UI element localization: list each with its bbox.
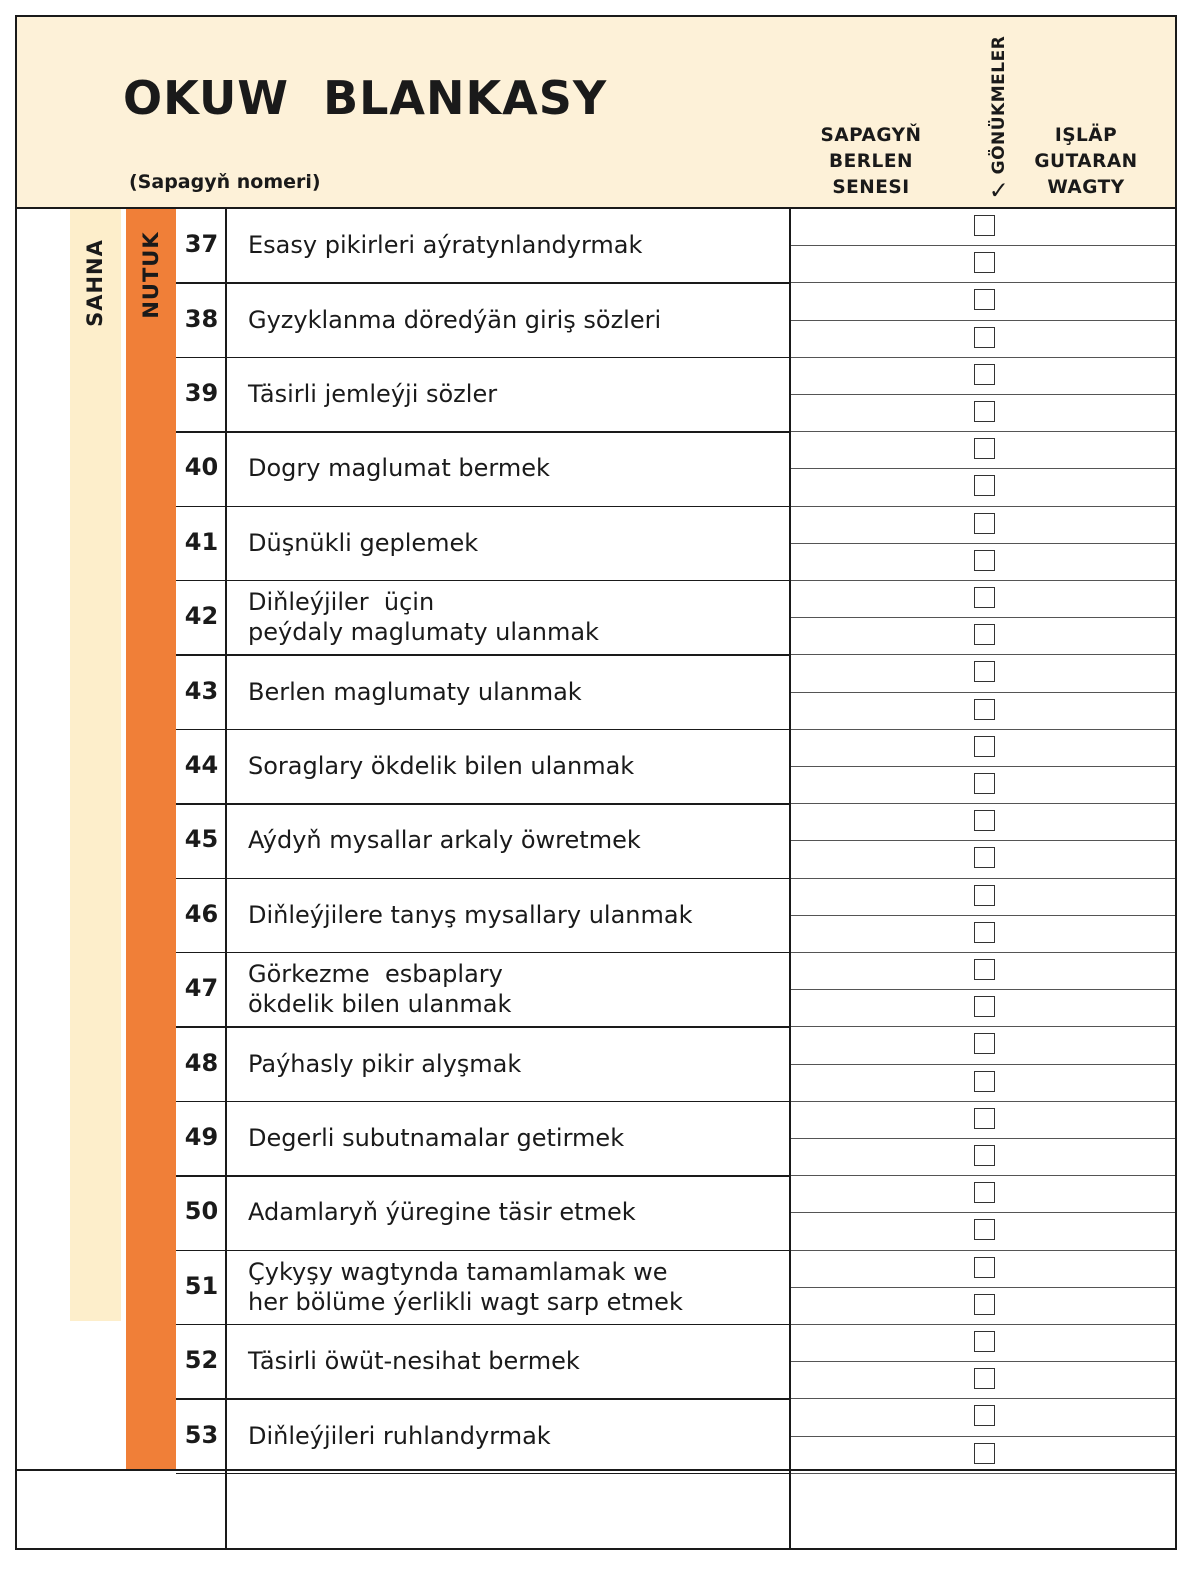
assignment-checkbox[interactable] [974, 1071, 995, 1092]
assignment-checkbox[interactable] [974, 661, 995, 682]
lesson-number: 43 [184, 676, 219, 705]
assignment-line [791, 1064, 1175, 1065]
lesson-number: 53 [184, 1420, 219, 1449]
lesson-number: 38 [184, 304, 219, 333]
lesson-title-line: ökdelik bilen ulanmak [248, 990, 512, 1019]
assignment-checkbox[interactable] [974, 773, 995, 794]
lesson-title-line: Dogry maglumat bermek [248, 454, 550, 483]
assignment-line [791, 543, 1175, 544]
table-row [17, 507, 1175, 581]
lesson-title-line: Paýhasly pikir alyşmak [248, 1049, 522, 1078]
assignment-checkbox[interactable] [974, 1219, 995, 1240]
assignment-checkbox[interactable] [974, 847, 995, 868]
lesson-title [248, 305, 661, 335]
lesson-number: 40 [184, 453, 219, 482]
assignment-checkbox[interactable] [974, 699, 995, 720]
lesson-title-line: her bölüme ýerlikli wagt sarp etmek [248, 1287, 683, 1316]
form-header [17, 17, 1175, 209]
assignment-line [791, 915, 1175, 916]
row-divider [176, 1473, 791, 1475]
table-row [17, 655, 1175, 729]
table-row [17, 953, 1175, 1027]
table-row [17, 1176, 1175, 1250]
lesson-title [248, 379, 497, 409]
assignment-checkbox[interactable] [974, 475, 995, 496]
lesson-title-line: Diňleýjiler üçin [248, 588, 435, 617]
lesson-number: 49 [184, 1122, 219, 1151]
assignment-checkbox[interactable] [974, 1182, 995, 1203]
assignment-line [791, 840, 1175, 841]
lesson-title-line: Aýdyň mysallar arkaly öwretmek [248, 826, 641, 855]
column-divider [789, 207, 791, 1548]
lesson-title [248, 587, 599, 647]
assignment-line [791, 394, 1175, 395]
lesson-title-line: Berlen maglumaty ulanmak [248, 677, 582, 706]
assignment-line [791, 320, 1175, 321]
assignment-line [791, 1436, 1175, 1437]
column-header-line: SENESI [832, 177, 910, 198]
lesson-number: 44 [184, 750, 219, 779]
assignment-checkbox[interactable] [974, 252, 995, 273]
lesson-title [248, 1257, 683, 1317]
assignment-checkbox[interactable] [974, 1368, 995, 1389]
assignment-checkbox[interactable] [974, 1443, 995, 1464]
table-row [17, 1325, 1175, 1399]
assignment-checkbox[interactable] [974, 922, 995, 943]
form-title: OKUW BLANKASY [123, 71, 608, 125]
lesson-title [248, 230, 642, 260]
table-row [17, 581, 1175, 655]
lesson-title-line: Düşnükli geplemek [248, 528, 479, 557]
stage-label: SAHNA [83, 239, 107, 327]
table-bottom-rule [17, 1469, 1175, 1471]
assignment-checkbox[interactable] [974, 1108, 995, 1129]
lesson-number: 51 [184, 1271, 219, 1300]
lesson-title-line: Görkezme esbaplary [248, 960, 503, 989]
assignment-checkbox[interactable] [974, 959, 995, 980]
lesson-title [248, 1421, 551, 1451]
assignment-checkbox[interactable] [974, 215, 995, 236]
column-header-assignments-label: GÖNÜKMELER [989, 35, 1009, 175]
assignment-checkbox[interactable] [974, 550, 995, 571]
lesson-title [248, 528, 478, 558]
lesson-number: 45 [184, 825, 219, 854]
table-row [17, 804, 1175, 878]
column-header-line: BERLEN [829, 151, 913, 172]
assignment-line [791, 766, 1175, 767]
assignment-checkbox[interactable] [974, 810, 995, 831]
lesson-title-line: Çykyşy wagtynda tamamlamak we [248, 1257, 668, 1286]
assignment-line [791, 989, 1175, 990]
assignment-checkbox[interactable] [974, 1294, 995, 1315]
lesson-number-caption: (Sapagyň nomeri) [129, 171, 321, 193]
lesson-title [248, 677, 582, 707]
lesson-number: 50 [184, 1197, 219, 1226]
checkmark-icon: ✓ [988, 176, 1010, 205]
lesson-title-line: Adamlaryň ýüregine täsir etmek [248, 1198, 636, 1227]
study-form [15, 15, 1177, 1550]
lesson-title-line: Täsirli öwüt-nesihat bermek [248, 1347, 580, 1376]
assignment-line [791, 692, 1175, 693]
assignment-line [791, 1287, 1175, 1288]
assignment-checkbox[interactable] [974, 1405, 995, 1426]
assignment-checkbox[interactable] [974, 401, 995, 422]
table-row [17, 730, 1175, 804]
lesson-title-line: Diňleýjileri ruhlandyrmak [248, 1421, 551, 1450]
column-header-line: IŞLÄP [1054, 125, 1118, 146]
assignment-checkbox[interactable] [974, 289, 995, 310]
assignment-checkbox[interactable] [974, 1331, 995, 1352]
lesson-title-line: Esasy pikirleri aýratynlandyrmak [248, 231, 643, 260]
assignment-checkbox[interactable] [974, 885, 995, 906]
assignment-checkbox[interactable] [974, 1257, 995, 1278]
table-row [17, 209, 1175, 283]
column-header-line: GUTARAN [1034, 151, 1138, 172]
table-row [17, 1102, 1175, 1176]
lesson-title [248, 1049, 521, 1079]
lesson-number: 42 [184, 602, 219, 631]
assignment-checkbox[interactable] [974, 513, 995, 534]
table-row [17, 879, 1175, 953]
assignment-checkbox[interactable] [974, 1033, 995, 1054]
assignment-line [791, 1361, 1175, 1362]
lesson-title-line: Täsirli jemleýji sözler [248, 379, 498, 408]
column-header-line: SAPAGYŇ [820, 125, 922, 146]
talk-label: NUTUK [139, 231, 163, 319]
lesson-title [248, 1123, 624, 1153]
assignment-line [791, 617, 1175, 618]
lesson-number: 52 [184, 1346, 219, 1375]
assignment-checkbox[interactable] [974, 736, 995, 757]
assignment-checkbox[interactable] [974, 327, 995, 348]
assignment-checkbox[interactable] [974, 624, 995, 645]
lesson-number: 48 [184, 1048, 219, 1077]
table-row [17, 1251, 1175, 1325]
assignment-checkbox[interactable] [974, 438, 995, 459]
lesson-title [248, 1197, 636, 1227]
lesson-number: 47 [184, 974, 219, 1003]
lesson-title [248, 825, 641, 855]
table-row [17, 1027, 1175, 1101]
lesson-title-line: Soraglary ökdelik bilen ulanmak [248, 751, 635, 780]
column-header-date-completed [1017, 123, 1155, 201]
assignment-checkbox[interactable] [974, 364, 995, 385]
assignment-line [791, 468, 1175, 469]
lesson-title-line: peýdaly maglumaty ulanmak [248, 618, 599, 647]
column-header-line: WAGTY [1047, 177, 1125, 198]
column-divider [225, 207, 227, 1548]
lesson-title [248, 1346, 580, 1376]
table-row [17, 358, 1175, 432]
lesson-title-line: Gyzyklanma döredýän giriş sözleri [248, 305, 662, 334]
table-row [17, 1399, 1175, 1473]
lesson-title [248, 751, 634, 781]
lesson-number: 41 [184, 527, 219, 556]
column-header-date-assigned [791, 123, 951, 201]
lesson-number: 39 [184, 378, 219, 407]
lesson-title-line: Diňleýjilere tanyş mysallary ulanmak [248, 900, 693, 929]
lesson-number: 37 [184, 230, 219, 259]
assignment-line [791, 1473, 1175, 1474]
assignment-checkbox[interactable] [974, 587, 995, 608]
assignment-line [791, 1212, 1175, 1213]
lesson-title [248, 959, 511, 1019]
assignment-line [791, 245, 1175, 246]
assignment-line [791, 1138, 1175, 1139]
lesson-title-line: Degerli subutnamalar getirmek [248, 1123, 625, 1152]
table-row [17, 432, 1175, 506]
lesson-number: 46 [184, 899, 219, 928]
table-row [17, 283, 1175, 357]
lesson-title [248, 900, 692, 930]
assignment-checkbox[interactable] [974, 996, 995, 1017]
assignment-checkbox[interactable] [974, 1145, 995, 1166]
lesson-title [248, 453, 550, 483]
